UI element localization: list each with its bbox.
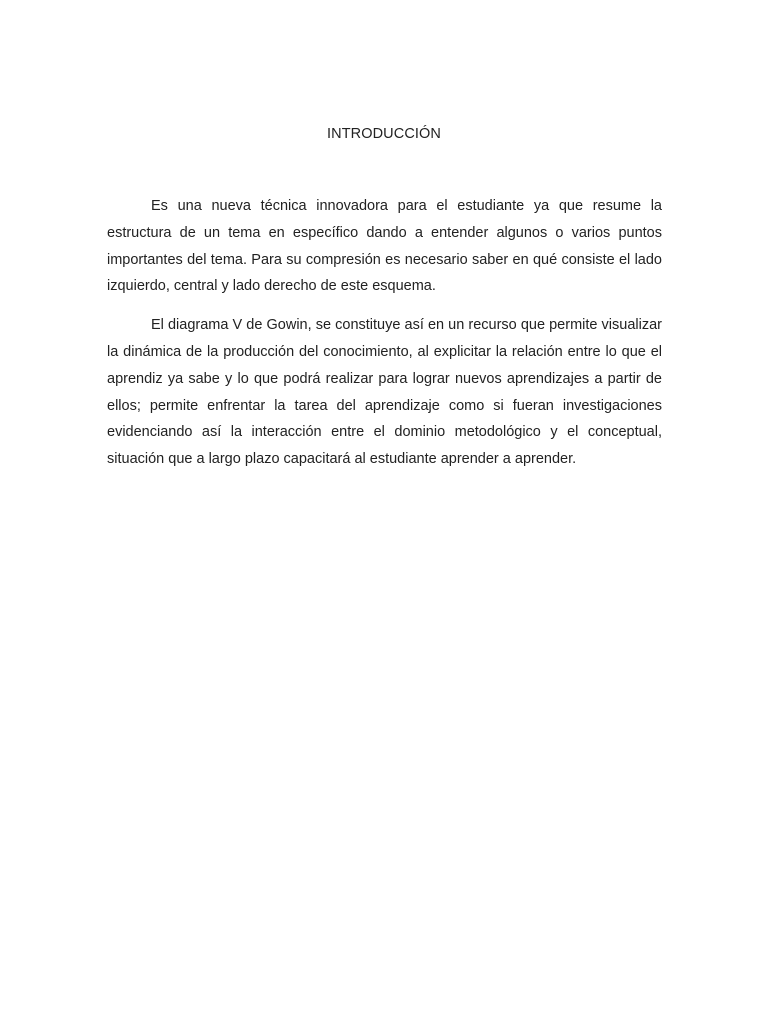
document-body bbox=[107, 193, 662, 485]
paragraph-intro-technique: Es una nueva técnica innovadora para el estudiante ya que resume la estructura de un tema en específico dando a entender algunos o varios puntos importantes del tema. Para su compresión es necesario saber en qué consiste el lado izquierdo, central y lado derecho de este esquema. bbox=[107, 198, 662, 295]
paragraph-gowin-diagram: El diagrama V de Gowin, se constituye así en un recurso que permite visualizar la dinámica de la producción del conocimiento, al explicitar la relación entre lo que el aprendiz ya sabe y lo que podrá realizar para lograr nuevos aprendizajes a partir de ellos; permite enfrentar la tarea del aprendizaje como si fueran investigaciones evidenciando así la interacción entre el dominio metodológico y el conceptual, situación que a largo plazo capacitará al estudiante aprender a aprender. bbox=[107, 317, 662, 468]
page-title: INTRODUCCIÓN bbox=[327, 126, 441, 142]
